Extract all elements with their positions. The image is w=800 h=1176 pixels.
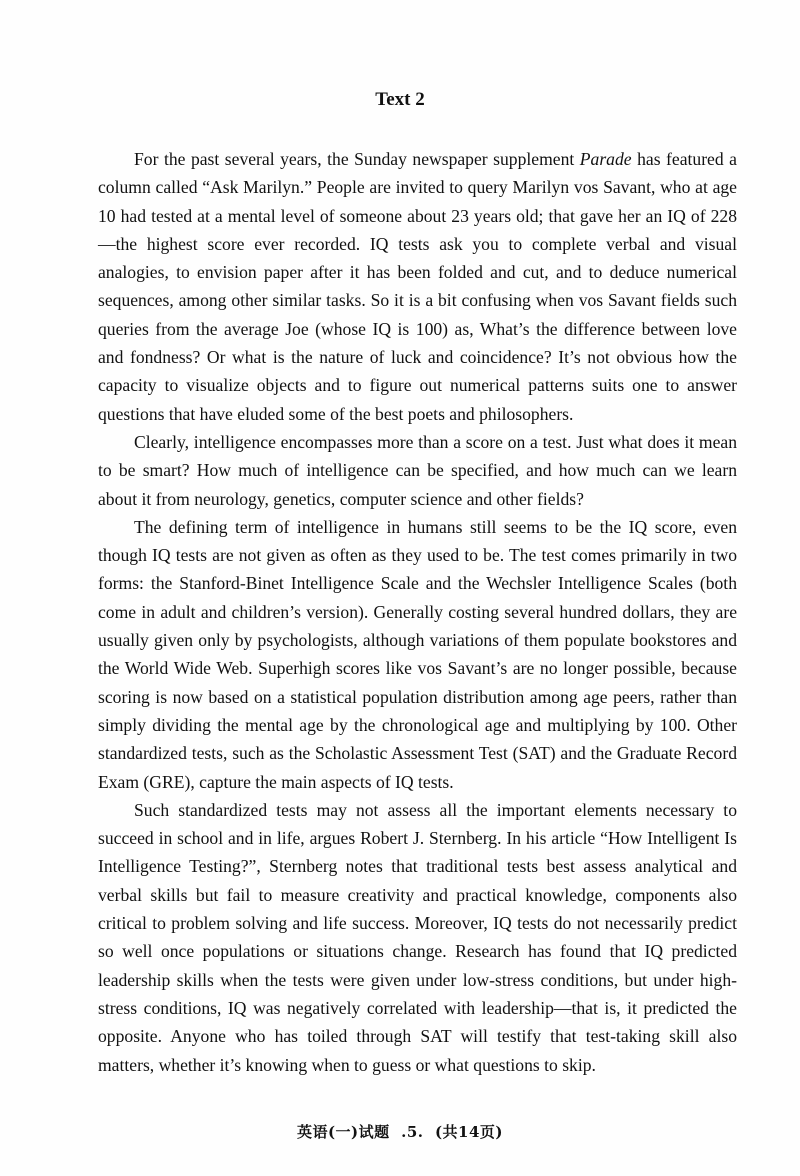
text-run: has featured a column called “Ask Marilyn.” People are invited to query Marilyn vos Savant, who at age 10 had tested at a mental level of someone about 23 years old; that gave her an IQ of 228—the highest score ever recorded. IQ tests ask you to complete verbal and visual analogies, to envision paper after it has been folded and cut, and to deduce numerical sequences, among other similar tasks. So it is a bit confusing when vos Savant fields such queries from the average Joe (whose IQ is 100) as, What’s the difference between love and fondness? Or what is the nature of luck and coincidence? It’s not obvious how the capacity to visualize objects and to figure out numerical patterns suits one to answer questions that have eluded some of the best poets and philosophers. <box>98 149 737 424</box>
footer-total-pages: (共14页) <box>434 1123 504 1141</box>
text-run: The defining term of intelligence in humans still seems to be the IQ score, even though IQ tests are not given as often as they used to be. The test comes primarily in two forms: the Stanford-Binet Intelligence Scale and the Wechsler Intelligence Scales (both come in adult and children’s version). Generally costing several hundred dollars, they are usually given only by psychologists, although variations of them populate bookstores and the World Wide Web. Superhigh scores like vos Savant’s are no longer possible, because scoring is now based on a statistical population distribution among age peers, rather than simply dividing the mental age by the chronological age and multiplying by 100. Other standardized tests, such as the Scholastic Assessment Test (SAT) and the Graduate Record Exam (GRE), capture the main aspects of IQ tests. <box>98 516 737 792</box>
italic-run: Parade <box>579 149 632 169</box>
paragraph-2 <box>98 428 737 513</box>
paragraph-1 <box>98 145 737 428</box>
footer-page-number: .5. <box>401 1123 424 1141</box>
paragraph-3 <box>98 513 737 796</box>
passage-body <box>98 145 737 1079</box>
text-run: Clearly, intelligence encompasses more than a score on a test. Just what does it mean to be smart? How much of intelligence can be specified, and how much can we learn about it from neurology, genetics, computer science and other fields? <box>98 431 737 509</box>
paragraph-4 <box>98 796 737 1079</box>
text-run: Such standardized tests may not assess all the important elements necessary to succeed in school and in life, argues Robert J. Sternberg. In his article “How Intelligent Is Intelligence Testing?”, Sternberg notes that traditional tests best assess analytical and verbal skills but fail to measure creativity and practical knowledge, components also critical to problem solving and life success. Moreover, IQ tests do not necessarily predict so well once populations or situations change. Research has found that IQ predicted leadership skills when the tests were given under low-stress conditions, but under high-stress conditions, IQ was negatively correlated with leadership—that is, it predicted the opposite. Anyone who has toiled through SAT will testify that test-taking skill also matters, whether it’s knowing when to guess or what questions to skip. <box>98 799 737 1075</box>
footer-subject: 英语(一)试题 <box>296 1123 390 1141</box>
page-footer <box>0 1122 800 1142</box>
text-run: For the past several years, the Sunday newspaper supplement <box>134 149 580 169</box>
page-title: Text 2 <box>375 89 425 110</box>
